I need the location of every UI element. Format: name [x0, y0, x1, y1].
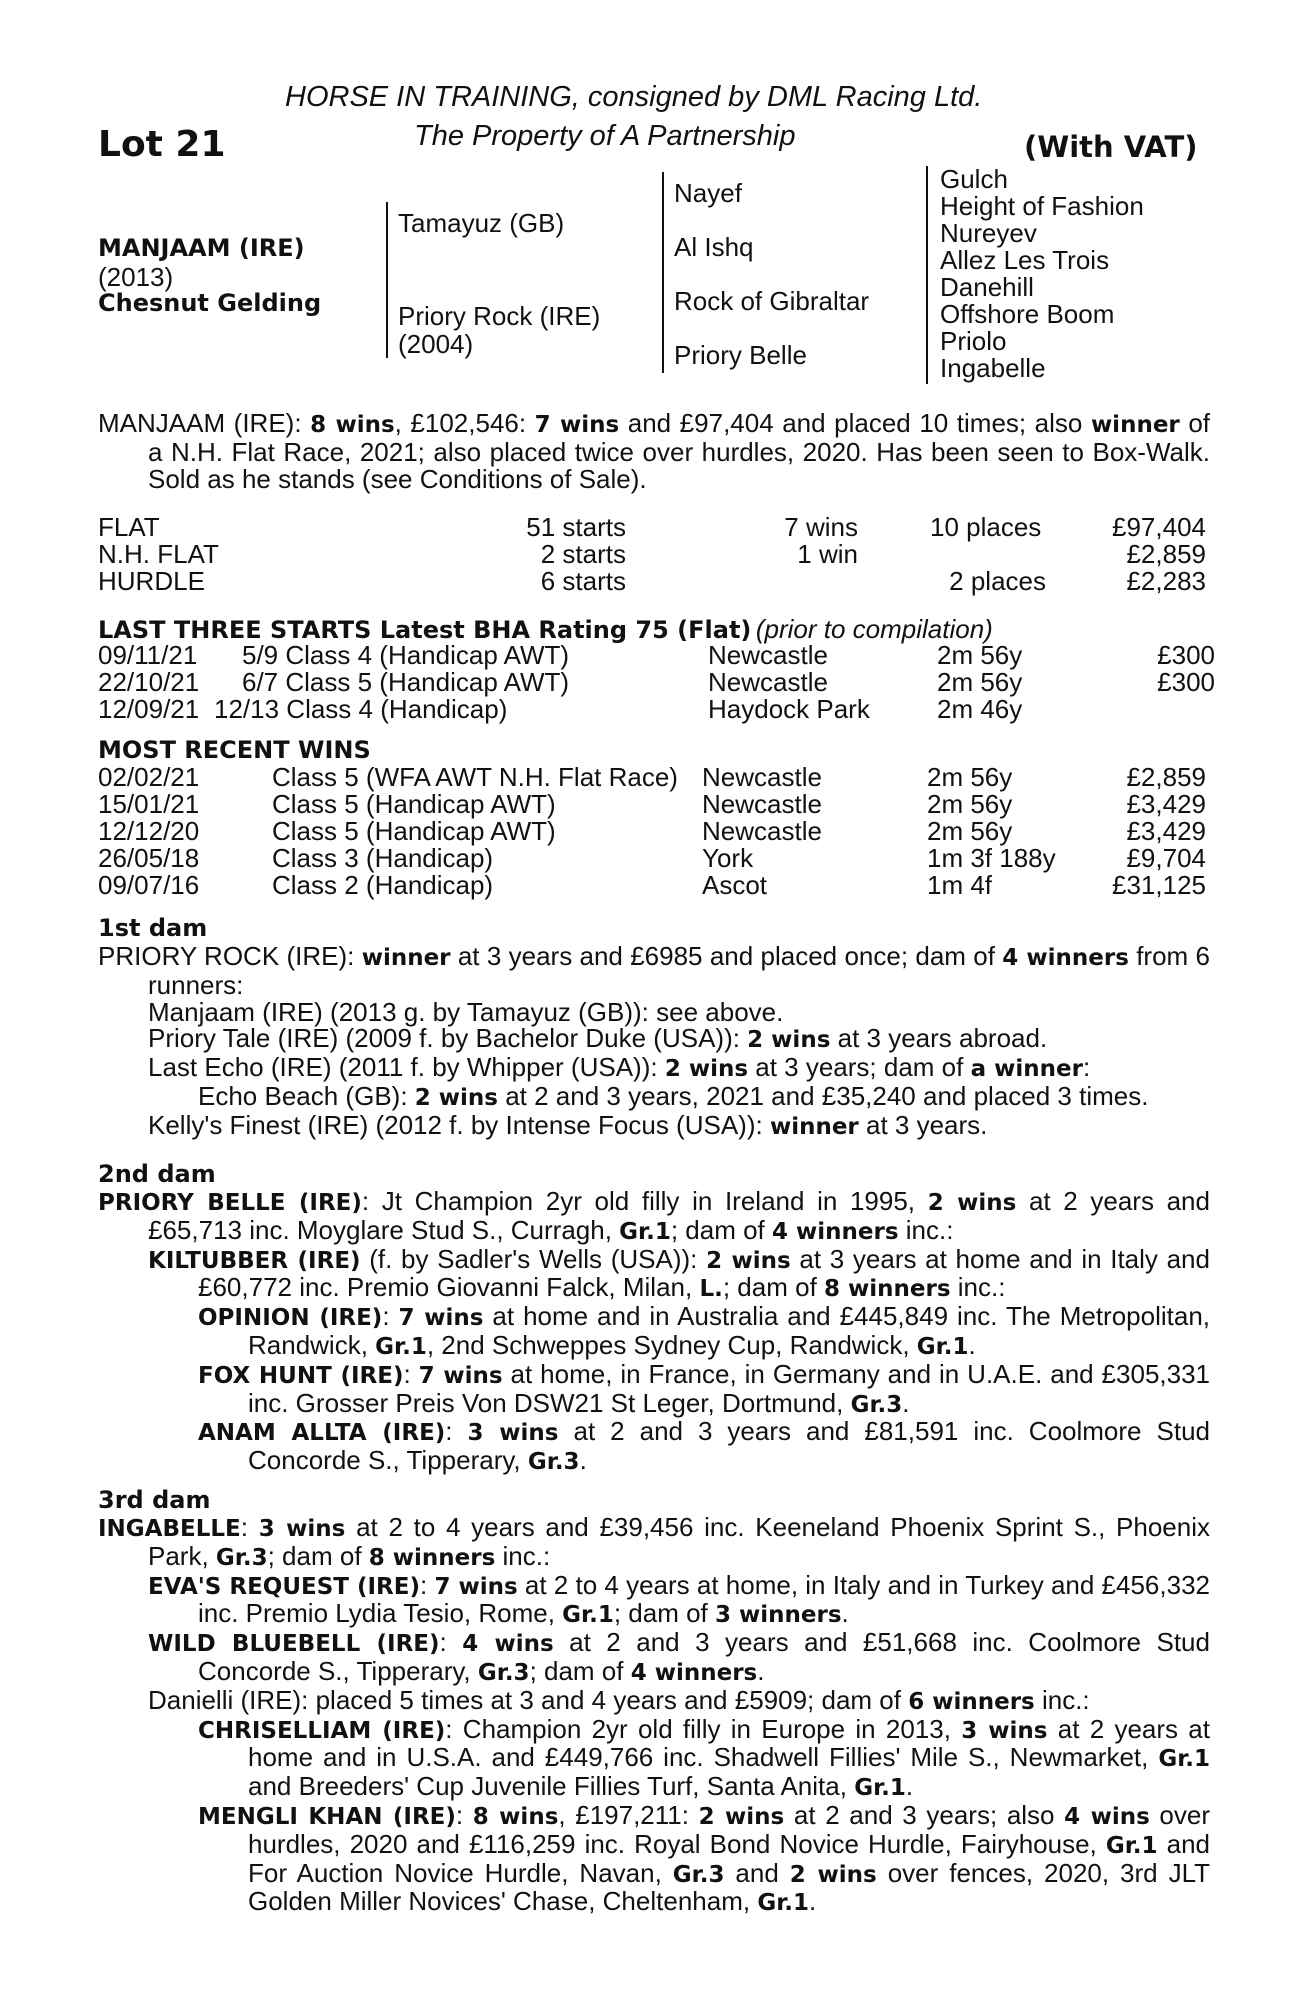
dam3-section [98, 1514, 1210, 1917]
dam3-heading: 3rd dam [98, 1486, 211, 1514]
dam1-grand-produce: Echo Beach (GB): 2 wins at 2 and 3 years, 2021 and £35,240 and placed 3 times. [198, 1080, 1149, 1111]
dam3-produce-evas-request: EVA'S REQUEST (IRE): 7 wins at 2 to 4 years at home, in Italy and in Turkey and £456,332 inc. Premio Lydia Tesio, Rome, Gr.1; dam of 3 winners. [148, 1569, 1210, 1629]
win-race: Class 5 (Handicap AWT) [272, 816, 556, 846]
record-places: 10 places [930, 512, 1042, 542]
pedigree-gen3: Allez Les Trois [940, 245, 1110, 275]
win-race: Class 2 (Handicap) [272, 870, 494, 900]
win-race: Class 5 (WFA AWT N.H. Flat Race) [272, 762, 678, 792]
dam2-produce-anam-allta: ANAM ALLTA (IRE): 3 wins at 2 and 3 years and £81,591 inc. Coolmore Stud Concorde S., Tipperary, Gr.3. [198, 1416, 1210, 1476]
start-prize: £300 [1157, 667, 1215, 697]
last-three-heading: LAST THREE STARTS Latest BHA Rating 75 (Flat) (prior to compilation) [98, 614, 993, 644]
pedigree-gen3: Height of Fashion [940, 191, 1144, 221]
start-race: 12/13 Class 4 (Handicap) [214, 694, 508, 724]
pedigree-gen3: Gulch [940, 164, 1008, 194]
record-type: N.H. FLAT [98, 539, 219, 569]
record-starts: 6 starts [540, 566, 626, 596]
pedigree-gen3: Danehill [940, 272, 1034, 302]
dam3-produce-mengli-khan: MENGLI KHAN (IRE): 8 wins, £197,211: 2 wins at 2 and 3 years; also 4 wins over hurdles, 2020 and £116,259 inc. Royal Bond Novice Hurdle, Fairyhouse, Gr.1 and For Auction Novice Hurdle, Navan, Gr.3 and 2 wins over fences, 2020, 3rd JLT Golden Miller Novices' Chase, Cheltenham, Gr.1. [198, 1799, 1211, 1917]
dam3-produce-wild-bluebell: WILD BLUEBELL (IRE): 4 wins at 2 and 3 years and £51,668 inc. Coolmore Stud Concorde S., Tipperary, Gr.3; dam of 4 winners. [148, 1627, 1210, 1686]
dam3-produce-danielli: Danielli (IRE): placed 5 times at 3 and 4 years and £5909; dam of 6 winners inc.: [148, 1684, 1090, 1715]
win-distance: 2m 56y [927, 816, 1013, 846]
start-date: 09/11/21 [98, 640, 198, 670]
pedigree-divider-3 [926, 166, 928, 384]
start-date: 22/10/21 [98, 667, 200, 697]
pedigree-gen2: Rock of Gibraltar [674, 286, 870, 316]
start-distance: 2m 56y [937, 640, 1023, 670]
start-course: Newcastle [708, 667, 828, 697]
start-race: 6/7 Class 5 (Handicap AWT) [242, 667, 570, 697]
record-prize: £2,283 [1126, 566, 1206, 596]
start-prize: £300 [1157, 640, 1215, 670]
record-wins: 7 wins [784, 512, 858, 542]
dam3-main: INGABELLE: 3 wins at 2 to 4 years and £39,456 inc. Keeneland Phoenix Sprint S., Phoenix Park, Gr.3; dam of 8 winners inc.: [98, 1512, 1211, 1571]
record-wins: 1 win [797, 539, 858, 569]
dam1-main: PRIORY ROCK (IRE): winner at 3 years and £6985 and placed once; dam of 4 winners from 6 runners: [98, 941, 1210, 1000]
dam1-heading: 1st dam [98, 914, 208, 942]
pedigree-dam-year: (2004) [398, 329, 474, 359]
dam1-produce: Priory Tale (IRE) (2009 f. by Bachelor Duke (USA)): 2 wins at 3 years abroad. [148, 1023, 1048, 1054]
win-date: 15/01/21 [98, 789, 200, 819]
win-course: Newcastle [702, 762, 822, 792]
pedigree-gen3: Ingabelle [940, 353, 1046, 383]
record-type: HURDLE [98, 566, 205, 596]
pedigree-sire: Tamayuz (GB) [398, 208, 565, 238]
pedigree-divider-2 [662, 172, 664, 373]
record-starts: 2 starts [540, 539, 626, 569]
dam2-section [98, 1188, 1210, 1476]
win-distance: 1m 4f [927, 870, 993, 900]
dam1-produce: Manjaam (IRE) (2013 g. by Tamayuz (GB)): see above. [148, 996, 784, 1027]
record-starts: 51 starts [526, 512, 626, 542]
dam2-produce-fox-hunt: FOX HUNT (IRE): 7 wins at home, in France, in Germany and in U.A.E. and £305,331 inc. Grosser Preis Von DSW21 St Leger, Dortmund, Gr.3. [198, 1358, 1211, 1418]
win-distance: 2m 56y [927, 789, 1013, 819]
vat-label: (With VAT) [1024, 130, 1198, 164]
win-distance: 1m 3f 188y [927, 843, 1056, 873]
win-course: York [702, 843, 754, 873]
pedigree-gen2: Al Ishq [674, 232, 754, 262]
win-date: 09/07/16 [98, 870, 200, 900]
dam2-produce-kiltubber: KILTUBBER (IRE) (f. by Sadler's Wells (USA)): 2 wins at 3 years at home and in Italy and £60,772 inc. Premio Giovanni Falck, Milan, L.; dam of 8 winners inc.: [148, 1243, 1210, 1303]
dam1-section [98, 943, 1210, 1141]
start-course: Haydock Park [708, 694, 870, 724]
horse-name: MANJAAM (IRE) [98, 234, 305, 262]
pedigree-dam: Priory Rock (IRE) [398, 301, 601, 331]
pedigree-gen3: Offshore Boom [940, 299, 1115, 329]
dam2-produce-opinion: OPINION (IRE): 7 wins at home and in Australia and £445,849 inc. The Metropolitan, Randwick, Gr.1, 2nd Schweppes Sydney Cup, Randwick, Gr.1. [198, 1301, 1210, 1360]
win-distance: 2m 56y [927, 762, 1013, 792]
horse-year: (2013) [98, 262, 174, 292]
start-date: 12/09/21 [98, 694, 200, 724]
pedigree-gen2: Priory Belle [674, 340, 807, 370]
win-date: 12/12/20 [98, 816, 200, 846]
win-prize: £3,429 [1126, 816, 1206, 846]
record-prize: £97,404 [1112, 512, 1206, 542]
win-prize: £2,859 [1126, 762, 1206, 792]
win-race: Class 5 (Handicap AWT) [272, 789, 556, 819]
win-date: 26/05/18 [98, 843, 200, 873]
start-distance: 2m 46y [937, 694, 1023, 724]
win-race: Class 3 (Handicap) [272, 843, 494, 873]
header-line1: HORSE IN TRAINING, consigned by DML Racing Ltd. [285, 81, 983, 113]
dam2-heading: 2nd dam [98, 1160, 216, 1188]
start-course: Newcastle [708, 640, 828, 670]
record-type: FLAT [98, 512, 160, 542]
record-prize: £2,859 [1126, 539, 1206, 569]
win-course: Newcastle [702, 816, 822, 846]
lot-number: Lot 21 [98, 124, 226, 165]
dam2-main: PRIORY BELLE (IRE): Jt Champion 2yr old filly in Ireland in 1995, 2 wins at 2 years and £65,713 inc. Moyglare Stud S., Curragh, Gr.1; dam of 4 winners inc.: [98, 1186, 1210, 1245]
start-distance: 2m 56y [937, 667, 1023, 697]
win-prize: £9,704 [1126, 843, 1206, 873]
win-course: Newcastle [702, 789, 822, 819]
dam1-produce: Last Echo (IRE) (2011 f. by Whipper (USA)): 2 wins at 3 years; dam of a winner: [148, 1052, 1091, 1083]
horse-description: Chesnut Gelding [98, 289, 322, 317]
dam1-produce: Kelly's Finest (IRE) (2012 f. by Intense Focus (USA)): winner at 3 years. [148, 1109, 988, 1140]
summary-paragraph: MANJAAM (IRE): 8 wins, £102,546: 7 wins and £97,404 and placed 10 times; also winner of a N.H. Flat Race, 2021; also placed twice over hurdles, 2020. Has been seen to Box-Walk. Sold as he stands (see Conditions of Sale). [98, 408, 1211, 494]
start-race: 5/9 Class 4 (Handicap AWT) [242, 640, 570, 670]
win-prize: £3,429 [1126, 789, 1206, 819]
win-prize: £31,125 [1112, 870, 1206, 900]
pedigree-gen3: Priolo [940, 326, 1007, 356]
win-course: Ascot [702, 870, 768, 900]
recent-wins-heading: MOST RECENT WINS [98, 736, 371, 764]
pedigree-gen2: Nayef [674, 178, 742, 208]
header-line2: The Property of A Partnership [414, 120, 796, 152]
dam3-produce-chriselliam: CHRISELLIAM (IRE): Champion 2yr old filly in Europe in 2013, 3 wins at 2 years at home and in U.S.A. and £449,766 inc. Shadwell Fillies' Mile S., Newmarket, Gr.1 and Breeders' Cup Juvenile Fillies Turf, Santa Anita, Gr.1. [198, 1713, 1210, 1802]
pedigree-gen3: Nureyev [940, 218, 1037, 248]
win-date: 02/02/21 [98, 762, 200, 792]
pedigree-divider-1 [386, 202, 388, 358]
record-places: 2 places [949, 566, 1046, 596]
